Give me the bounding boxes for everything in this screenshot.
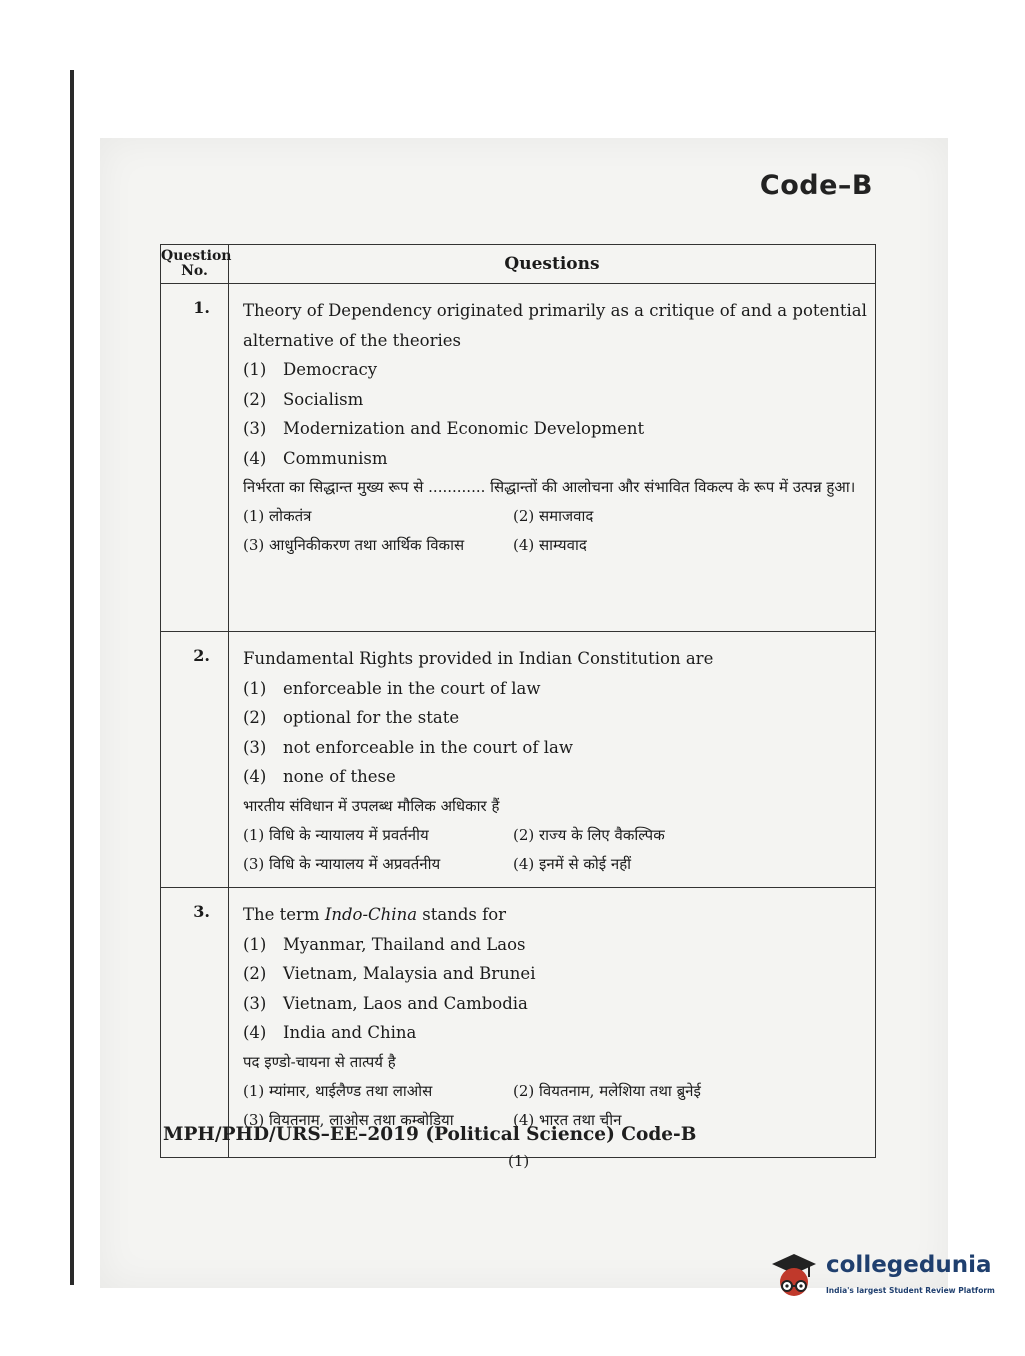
question-text: Fundamental Rights provided in Indian Constitution are bbox=[243, 649, 714, 668]
brand-name: collegedunia bbox=[826, 1252, 992, 1278]
question-number: 1. bbox=[161, 284, 229, 632]
option: (2) optional for the state bbox=[243, 708, 460, 727]
hindi-options-row: (1) लोकतंत्र (2) समाजवाद bbox=[243, 507, 594, 525]
question-content bbox=[229, 632, 876, 888]
option: (4) none of these bbox=[243, 767, 396, 786]
brand-logo bbox=[768, 1250, 993, 1310]
option: (3) Modernization and Economic Development bbox=[243, 419, 645, 438]
question-number: 2. bbox=[161, 632, 229, 888]
hindi-options-row: (1) म्यांमार, थाईलैण्ड तथा लाओस (2) वियतनाम, मलेशिया तथा ब्रुनेई bbox=[243, 1081, 701, 1100]
question-text-hindi: भारतीय संविधान में उपलब्ध मौलिक अधिकार हैं bbox=[243, 796, 500, 815]
hindi-options-row: (1) विधि के न्यायालय में प्रवर्तनीय (2) राज्य के लिए वैकल्पिक bbox=[243, 825, 665, 844]
option: (3) Vietnam, Laos and Cambodia bbox=[243, 993, 528, 1013]
option: (2) Vietnam, Malaysia and Brunei bbox=[243, 964, 536, 983]
question-text-hindi: पद इण्डो-चायना से तात्पर्य है bbox=[243, 1052, 396, 1071]
option: (1) Democracy bbox=[243, 360, 378, 379]
hindi-options-row: (3) आधुनिकीकरण तथा आर्थिक विकास (4) साम्यवाद bbox=[243, 536, 587, 554]
question-row bbox=[161, 632, 876, 888]
question-content bbox=[229, 284, 876, 632]
option: (4) India and China bbox=[243, 1023, 417, 1042]
mascot-icon bbox=[768, 1250, 822, 1308]
scan-edge bbox=[70, 70, 74, 1285]
option: (2) Socialism bbox=[243, 389, 364, 409]
option: (1) Myanmar, Thailand and Laos bbox=[243, 934, 526, 954]
question-row bbox=[161, 284, 876, 632]
question-text: The term Indo-China stands for bbox=[243, 905, 507, 924]
question-row bbox=[161, 888, 876, 1158]
option: (4) Communism bbox=[243, 448, 388, 468]
option: (3) not enforceable in the court of law bbox=[243, 737, 573, 757]
option: (1) enforceable in the court of law bbox=[243, 678, 541, 698]
hindi-options-row: (3) वियतनाम, लाओस तथा कम्बोडिया (4) भारत तथा चीन bbox=[243, 1110, 622, 1129]
col-header-question-no: Question No. bbox=[161, 245, 229, 284]
question-content bbox=[229, 888, 876, 1158]
page-number: (1) bbox=[508, 1152, 530, 1170]
footer-title: MPH/PHD/URS–EE–2019 (Political Science) Code-B bbox=[163, 1124, 697, 1145]
question-number: 3. bbox=[161, 888, 229, 1158]
brand-tagline: India's largest Student Review Platform bbox=[826, 1286, 995, 1295]
question-text-hindi: निर्भरता का सिद्धान्त मुख्य रूप से ............ सिद्धान्तों की आलोचना और संभावित विकल्प के रूप में उत्पन्न हुआ। bbox=[243, 478, 856, 496]
paper-code: Code–B bbox=[759, 170, 873, 201]
question-text: Theory of Dependency originated primarily as a critique of and a potential alternative of the theories bbox=[243, 301, 867, 350]
col-header-questions: Questions bbox=[229, 245, 876, 284]
hindi-options-row: (3) विधि के न्यायालय में अप्रवर्तनीय (4) इनमें से कोई नहीं bbox=[243, 854, 632, 873]
questions-table bbox=[160, 244, 876, 1158]
table-header-row bbox=[161, 245, 876, 284]
